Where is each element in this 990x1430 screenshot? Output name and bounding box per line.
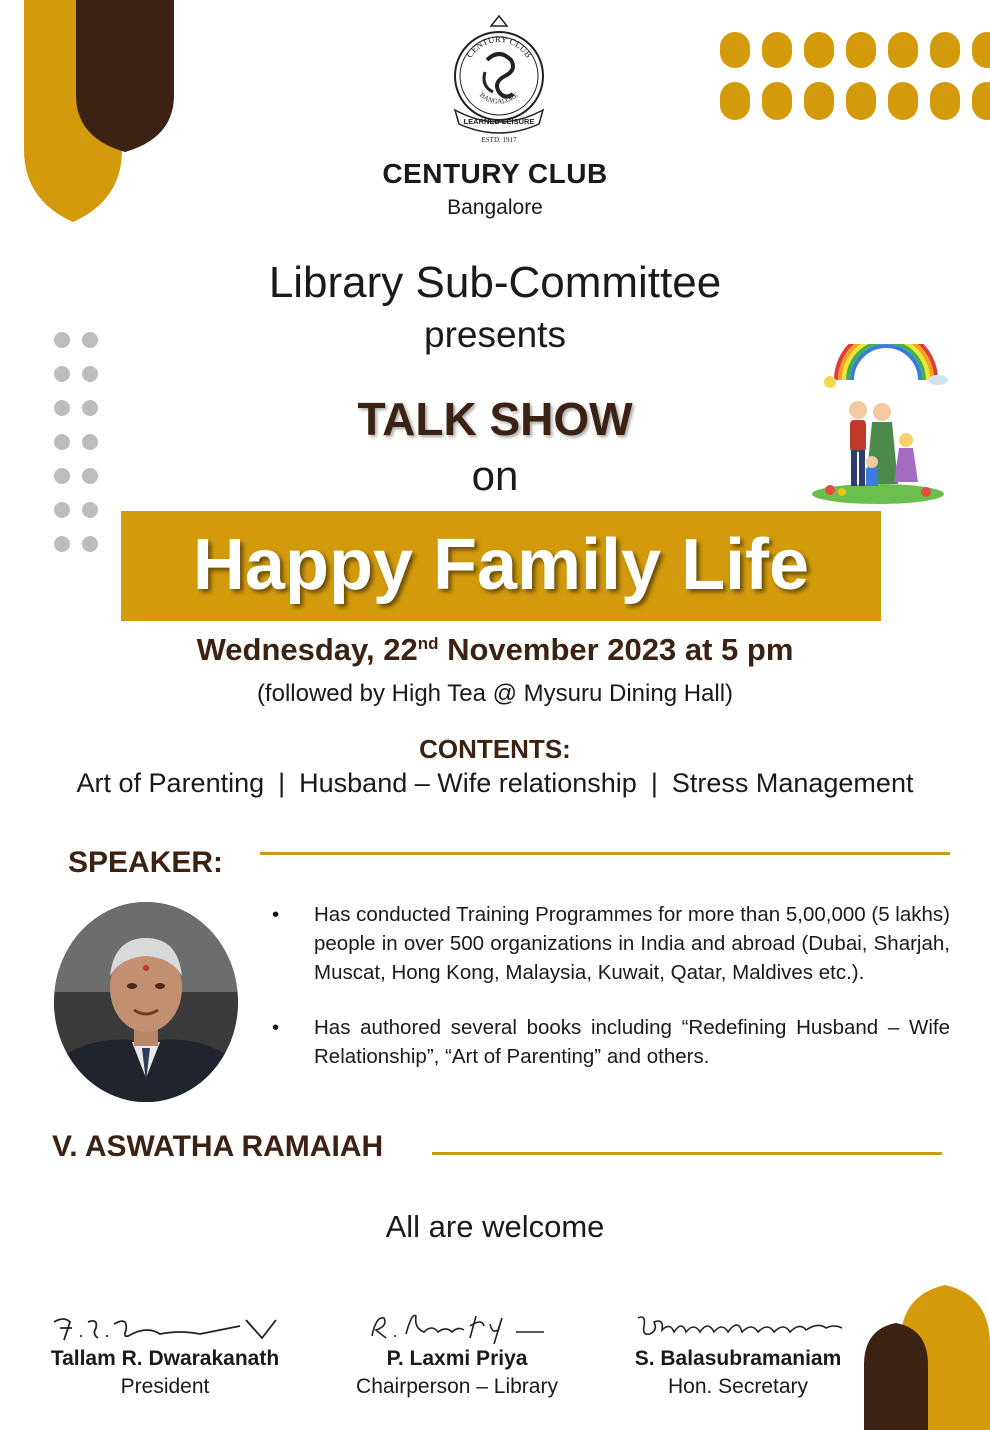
divider-line [260, 852, 950, 855]
corner-decoration-bottom-right [864, 1285, 990, 1430]
bullet-symbol: • [272, 903, 280, 926]
signatory-name: Tallam R. Dwarakanath [50, 1347, 280, 1370]
svg-text:ESTD. 1917: ESTD. 1917 [481, 136, 517, 144]
contents-item: Stress Management [671, 768, 914, 798]
committee-name: Library Sub-Committee [268, 258, 722, 307]
event-title: Happy Family Life [192, 525, 810, 605]
club-city: Bangalore [447, 196, 543, 219]
club-name: CENTURY CLUB [382, 158, 608, 189]
event-type: TALK SHOW [357, 393, 633, 445]
contents-heading: CONTENTS: [419, 734, 571, 764]
svg-text:LEARNED LEISURE: LEARNED LEISURE [463, 117, 535, 126]
signature-chairperson [366, 1306, 548, 1346]
event-note: (followed by High Tea @ Mysuru Dining Hall) [256, 680, 734, 707]
bio-text: Has authored several books including “Redefining Husband – Wife Relationship”, “Art of Parenting” and others. [314, 1016, 950, 1068]
century-club-logo [447, 12, 551, 152]
signatory-name: P. Laxmi Priya [386, 1347, 528, 1370]
welcome-text: All are welcome [385, 1209, 605, 1244]
signatory-name: S. Balasubramaniam [634, 1347, 842, 1370]
svg-text:BANGALORE: BANGALORE [478, 91, 520, 106]
contents-item: Husband – Wife relationship [299, 768, 637, 798]
speaker-name: V. ASWATHA RAMAIAH [52, 1130, 384, 1163]
on-text: on [471, 452, 519, 499]
signatory-role: Chairperson – Library [356, 1375, 558, 1398]
signatory-role: President [120, 1375, 210, 1398]
bio-bullet [272, 1013, 950, 1071]
bullet-symbol: • [272, 1016, 280, 1039]
speaker-bio [272, 900, 950, 1097]
signature-secretary [634, 1308, 846, 1344]
signature-president [50, 1312, 286, 1346]
contents-separator: | [278, 768, 286, 798]
dot-pattern-top-right [716, 30, 990, 126]
presents-text: presents [424, 314, 566, 355]
speaker-heading: SPEAKER: [68, 846, 224, 879]
bio-text: Has conducted Training Programmes for more than 5,00,000 (5 lakhs) people in over 500 organizations in India and abroad (Dubai, Sharjah, Muscat, Hong Kong, Malaysia, Kuwait, Qatar, Maldives etc.). [314, 903, 950, 984]
divider-line [432, 1152, 942, 1155]
signatory-secretary [598, 1347, 878, 1399]
contents-list [0, 768, 990, 799]
contents-separator: | [650, 768, 658, 798]
signatory-president [20, 1347, 310, 1399]
bio-bullet [272, 900, 950, 987]
event-date: Wednesday, 22nd November 2023 at 5 pm [196, 632, 794, 667]
signatory-role: Hon. Secretary [667, 1375, 809, 1398]
speaker-photo [54, 902, 238, 1102]
svg-text:CENTURY CLUB: CENTURY CLUB [464, 33, 534, 60]
signatory-chairperson [322, 1347, 592, 1399]
contents-item: Art of Parenting [76, 768, 265, 798]
